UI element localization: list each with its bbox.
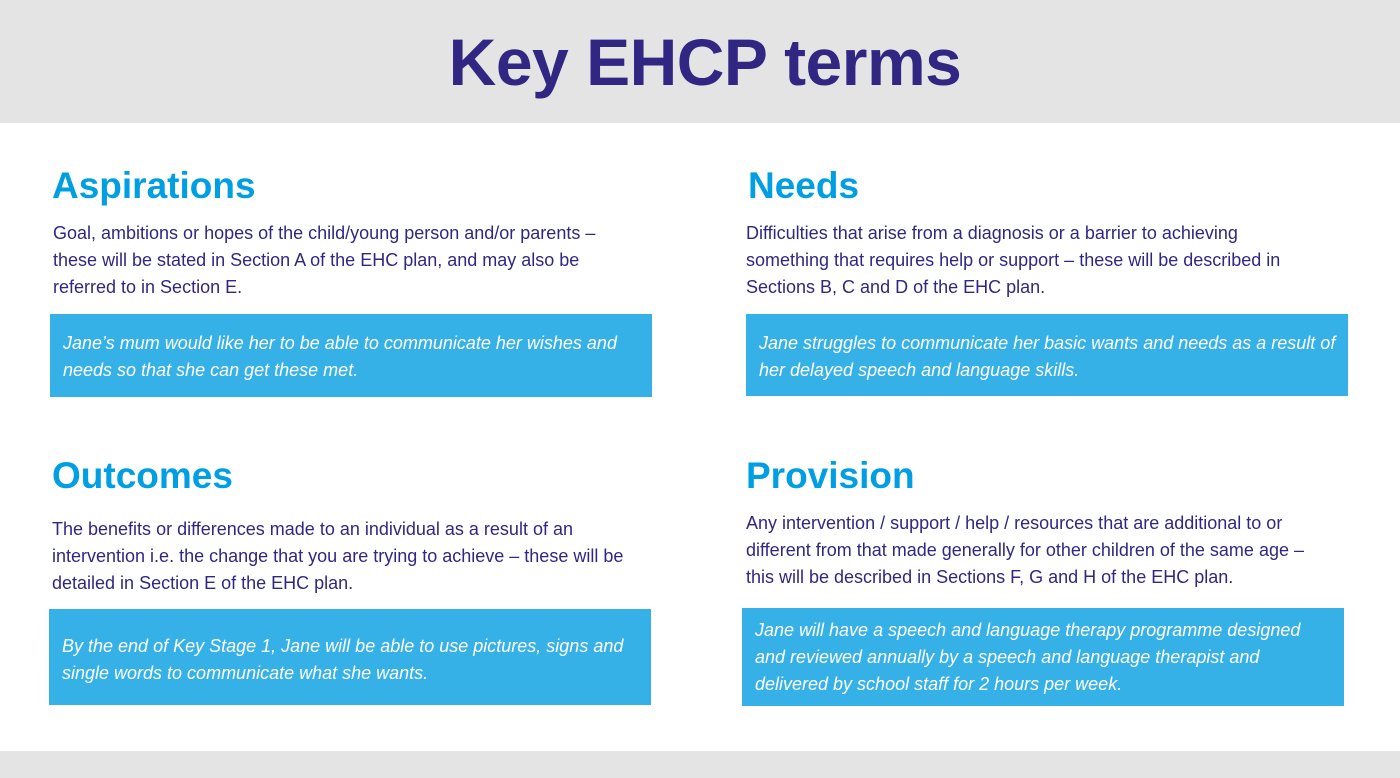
example-text: Jane will have a speech and language therapy programme designed and reviewed annually by a speech and language therapist and delivered by school staff for 2 hours per week. (755, 620, 1301, 694)
example-box (746, 314, 1348, 396)
title-banner (0, 0, 1400, 123)
example-text: Jane’s mum would like her to be able to communicate her wishes and needs so that she can get these met. (63, 333, 617, 380)
section-needs (748, 163, 859, 209)
section-outcomes (52, 453, 233, 499)
example-text: Jane struggles to communicate her basic wants and needs as a result of her delayed speech and language skills. (759, 333, 1336, 380)
example-box (50, 314, 652, 397)
page-title: Key EHCP terms (448, 25, 962, 99)
section-heading: Aspirations (52, 165, 256, 206)
example-text: By the end of Key Stage 1, Jane will be able to use pictures, signs and single words to communicate what she wants. (62, 636, 624, 683)
section-definition: Any intervention / support / help / resources that are additional to or different from that made generally for other children of the same age – this will be described in Sections F, G and H of the EHC plan. (746, 513, 1304, 587)
example-box (49, 609, 651, 705)
footer-band (0, 751, 1400, 778)
section-provision (746, 453, 915, 499)
section-heading: Needs (748, 165, 860, 206)
section-aspirations (52, 163, 256, 209)
section-heading: Provision (746, 455, 915, 496)
section-definition: Difficulties that arise from a diagnosis or a barrier to achieving something that requires help or support – these will be described in Sections B, C and D of the EHC plan. (746, 223, 1281, 297)
section-definition: Goal, ambitions or hopes of the child/young person and/or parents – these will be stated in Section A of the EHC plan, and may also be referred to in Section E. (53, 223, 596, 297)
section-heading: Outcomes (52, 455, 233, 496)
section-definition: The benefits or differences made to an individual as a result of an intervention i.e. the change that you are trying to achieve – these will be detailed in Section E of the EHC plan. (52, 519, 624, 593)
example-box (742, 608, 1344, 706)
